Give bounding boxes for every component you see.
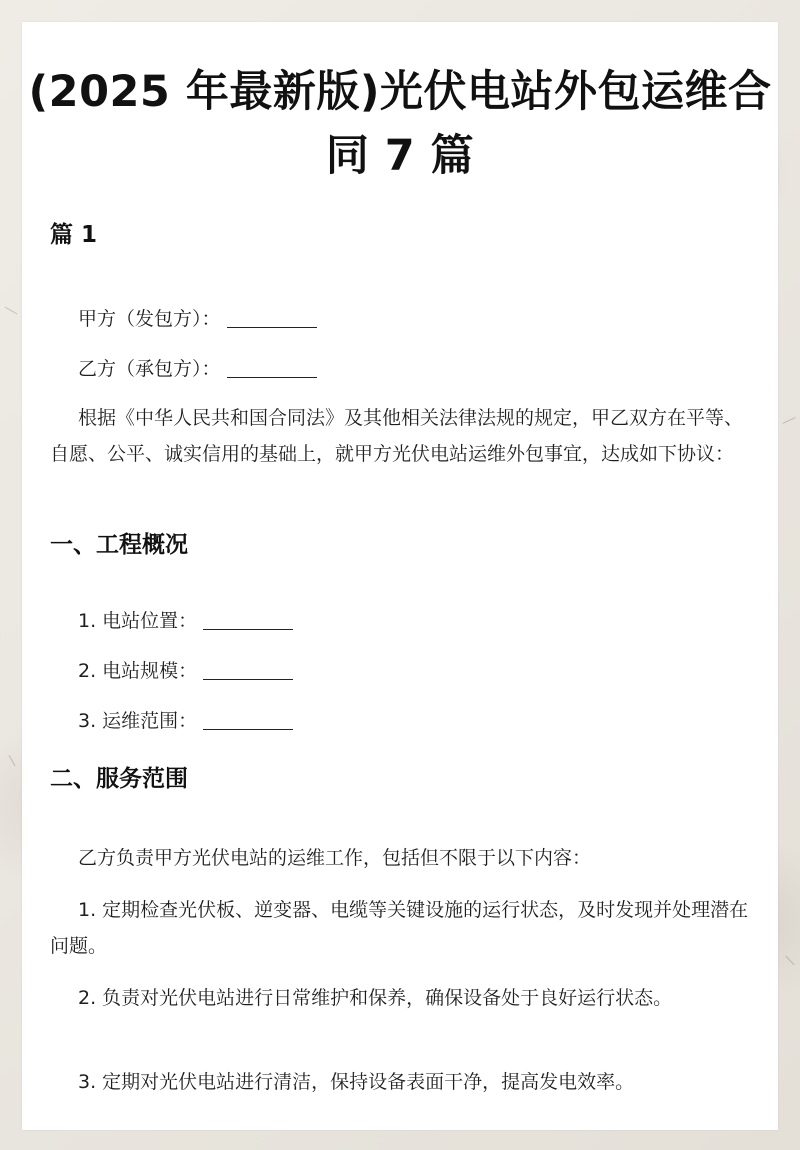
fill-blank — [203, 609, 293, 630]
background-texture-line — [5, 307, 18, 315]
fill-blank — [227, 357, 317, 378]
fill-blank — [203, 709, 293, 730]
intro-paragraph: 根据《中华人民共和国合同法》及其他相关法律法规的规定，甲乙双方在平等、自愿、公平、诚实信用的基础上，就甲方光伏电站运维外包事宜，达成如下协议： — [50, 407, 744, 465]
service-item: 1. 定期检查光伏板、逆变器、电缆等关键设施的运行状态，及时发现并处理潜在问题。 — [50, 899, 749, 957]
background-texture-line — [9, 755, 16, 766]
fill-blank — [227, 307, 317, 328]
section2-heading: 二、服务范围 — [50, 766, 188, 792]
party-a-line — [78, 304, 317, 334]
list-item-label: 2. 电站规模： — [78, 660, 198, 682]
list-item-label: 3. 运维范围： — [78, 710, 198, 732]
party-b-label: 乙方（承包方）： — [78, 358, 221, 380]
background-texture-line — [782, 417, 795, 424]
party-b-line — [78, 354, 317, 384]
list-item — [78, 706, 293, 736]
service-item: 3. 定期对光伏电站进行清洁，保持设备表面干净，提高发电效率。 — [78, 1071, 635, 1093]
list-item-label: 1. 电站位置： — [78, 610, 198, 632]
fill-blank — [203, 659, 293, 680]
document-page — [22, 22, 778, 1130]
section1-heading: 一、工程概况 — [50, 532, 188, 558]
document-title: (2025 年最新版)光伏电站外包运维合同 7 篇 — [28, 67, 772, 181]
background-texture-line — [785, 956, 794, 965]
section2-lead: 乙方负责甲方光伏电站的运维工作，包括但不限于以下内容： — [78, 847, 592, 869]
list-item — [78, 606, 293, 636]
service-item: 2. 负责对光伏电站进行日常维护和保养，确保设备处于良好运行状态。 — [78, 987, 673, 1009]
party-a-label: 甲方（发包方）： — [78, 308, 221, 330]
section-label: 篇 1 — [50, 222, 98, 248]
list-item — [78, 656, 293, 686]
